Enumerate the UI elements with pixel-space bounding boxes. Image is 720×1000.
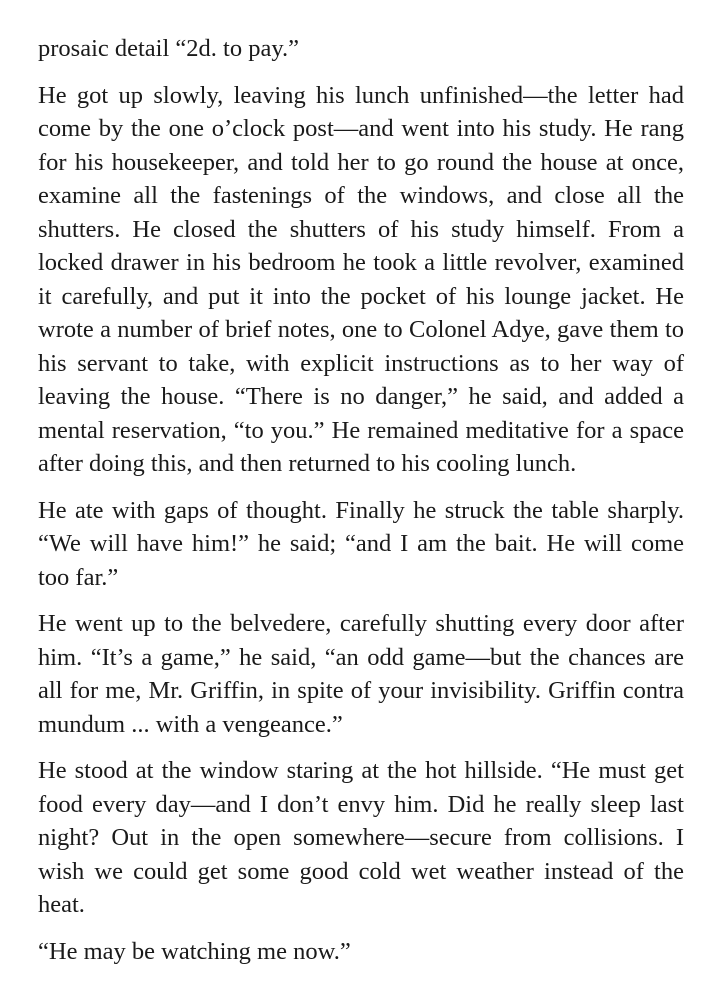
paragraph-watching-me: “He may be watching me now.”: [38, 937, 351, 965]
paragraph-belvedere: He went up to the belvedere, carefully shutting every door after him. “It’s a game,” he said, “an odd game—but the chances are all for me, Mr. Griffin, in spite of your invisibility. Griffin contra mundum ... with a vengeance.”: [38, 610, 684, 738]
paragraph-ate-with-gaps: He ate with gaps of thought. Finally he struck the table sharply. “We will have him!” he said; “and I am the bait. He will come too far.”: [38, 496, 684, 591]
paragraph-window-hillside: He stood at the window staring at the hot hillside. “He must get food every day—and I don’t envy him. Did he really sleep last night? Out in the open somewhere—secure from collisions. I wish we could get some good cold wet weather instead of the heat.: [38, 757, 684, 918]
paragraph-continuation: prosaic detail “2d. to pay.”: [38, 35, 300, 62]
paragraph-study-preparations: He got up slowly, leaving his lunch unfinished—the letter had come by the one o’clock post—and went into his study. He rang for his housekeeper, and told her to go round the house at once, examine all the fastenings of the windows, and close all the shutters. He closed the shutters of his study himself. From a locked drawer in his bedroom he took a little revolver, examined it carefully, and put it into the pocket of his lounge jacket. He wrote a number of brief notes, one to Colonel Adye, gave them to his servant to take, with explicit instructions as to her way of leaving the house. “There is no danger,” he said, and added a mental reservation, “to you.” He remained meditative for a space after doing this, and then returned to his cooling lunch.: [38, 81, 684, 477]
